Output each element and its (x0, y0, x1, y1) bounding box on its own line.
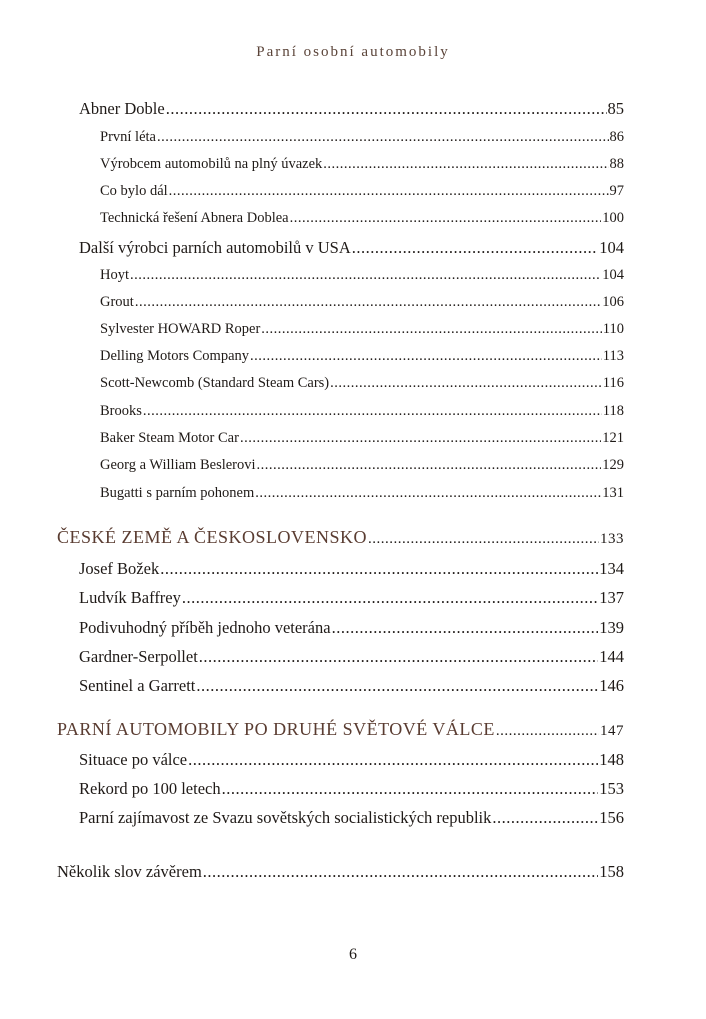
leader-dots (160, 559, 598, 579)
leader-dots (368, 531, 599, 548)
toc-entry-page: 139 (599, 618, 624, 637)
toc-entry-page: 146 (599, 676, 624, 695)
toc-entry-page: 148 (599, 750, 624, 769)
leader-dots (290, 210, 602, 227)
toc-entry-page: 86 (609, 129, 624, 145)
toc-entry-page: 100 (602, 210, 624, 226)
toc-entry[interactable] (100, 321, 624, 338)
leader-dots (222, 779, 599, 799)
toc-entry-title: Několik slov závěrem (57, 862, 202, 881)
toc-entry-page: 104 (602, 267, 624, 283)
toc-entry[interactable] (79, 647, 624, 667)
toc-entry-page: 144 (599, 647, 624, 666)
toc-entry-title: Rekord po 100 letech (79, 779, 221, 798)
leader-dots (157, 129, 609, 146)
toc-entry[interactable] (79, 588, 624, 608)
running-head: Parní osobní automobily (256, 44, 450, 60)
toc-entry-title: Co bylo dál (100, 183, 168, 199)
toc-entry-title: Výrobcem automobilů na plný úvazek (100, 156, 323, 172)
toc-entry-page: 104 (599, 238, 624, 257)
leader-dots (250, 348, 602, 365)
leader-dots (240, 430, 601, 447)
toc-entry-page: 137 (599, 588, 624, 607)
toc-entry-title: Sentinel a Garrett (79, 676, 196, 695)
toc-entry[interactable] (100, 457, 624, 474)
toc-entry[interactable] (79, 676, 624, 696)
toc-entry-title: ČESKÉ ZEMĚ A ČESKOSLOVENSKO (57, 527, 368, 547)
toc-entry-page: 133 (600, 531, 624, 547)
toc-entry-title: Bugatti s parním pohonem (100, 485, 255, 501)
toc-entry[interactable] (100, 183, 624, 200)
toc-entry[interactable] (79, 99, 624, 119)
toc-entry-page: 134 (599, 559, 624, 578)
toc-entry[interactable] (79, 618, 624, 638)
toc-entry[interactable] (100, 267, 624, 284)
leader-dots (166, 99, 607, 119)
toc-entry-title: Další výrobci parních automobilů v USA (79, 238, 351, 257)
toc-entry-page: 116 (602, 375, 624, 391)
leader-dots (332, 618, 599, 638)
toc-entry-page: 118 (602, 403, 624, 419)
toc-entry-title: PARNÍ AUTOMOBILY PO DRUHÉ SVĚTOVÉ VÁLCE (57, 719, 495, 739)
leader-dots (255, 485, 601, 502)
toc-entry-page: 88 (609, 156, 624, 172)
toc-entry[interactable] (79, 808, 624, 828)
leader-dots (130, 267, 601, 284)
toc-entry-title: Technická řešení Abnera Doblea (100, 210, 289, 226)
toc-entry-page: 156 (599, 808, 624, 827)
toc-entry-title: Scott-Newcomb (Standard Steam Cars) (100, 375, 330, 391)
toc-entry-page: 129 (602, 457, 624, 473)
toc-entry-page: 85 (607, 99, 624, 118)
toc-entry[interactable] (100, 129, 624, 146)
toc-entry-page: 121 (602, 430, 624, 446)
leader-dots (196, 676, 598, 696)
toc-entry-title: Situace po válce (79, 750, 188, 769)
toc-entry[interactable] (79, 779, 624, 799)
toc-entry-title: Georg a William Beslerovi (100, 457, 256, 473)
toc-entry[interactable] (100, 403, 624, 420)
toc-entry-title: Podivuhodný příběh jednoho veterána (79, 618, 331, 637)
toc-section-heading[interactable] (57, 527, 624, 548)
leader-dots (169, 183, 609, 200)
toc-entry-title: Gardner-Serpollet (79, 647, 198, 666)
leader-dots (492, 808, 598, 828)
toc-entry[interactable] (100, 485, 624, 502)
toc-entry[interactable] (100, 294, 624, 311)
page-number: 6 (349, 946, 357, 963)
leader-dots (496, 723, 599, 740)
toc-section-heading[interactable] (57, 719, 624, 740)
leader-dots (203, 862, 598, 882)
toc-entry-page: 110 (602, 321, 624, 337)
toc-entry-page: 147 (600, 723, 624, 739)
leader-dots (323, 156, 608, 173)
toc-entry-title: Parní zajímavost ze Svazu sovětských socialistických republik (79, 808, 492, 827)
toc-entry[interactable] (100, 348, 624, 365)
toc-entry[interactable] (100, 210, 624, 227)
leader-dots (188, 750, 598, 770)
toc-entry[interactable] (79, 559, 624, 579)
toc-entry-title: Abner Doble (79, 99, 165, 118)
leader-dots (330, 375, 602, 392)
toc-entry-title: Delling Motors Company (100, 348, 250, 364)
toc-entry-title: Grout (100, 294, 134, 310)
leader-dots (143, 403, 602, 420)
toc-entry[interactable] (57, 862, 624, 882)
toc-entry[interactable] (79, 750, 624, 770)
toc-entry[interactable] (100, 430, 624, 447)
toc-entry-page: 131 (602, 485, 624, 501)
toc-entry-title: Sylvester HOWARD Roper (100, 321, 261, 337)
leader-dots (352, 238, 598, 258)
toc-entry-page: 158 (599, 862, 624, 881)
leader-dots (261, 321, 601, 338)
toc-entry[interactable] (100, 375, 624, 392)
leader-dots (199, 647, 598, 667)
toc-entry-page: 97 (609, 183, 624, 199)
toc-entry-title: První léta (100, 129, 156, 145)
toc-entry[interactable] (100, 156, 624, 173)
leader-dots (182, 588, 598, 608)
leader-dots (135, 294, 601, 311)
toc-entry[interactable] (79, 238, 624, 258)
toc-entry-page: 106 (602, 294, 624, 310)
toc-entry-title: Ludvík Baffrey (79, 588, 181, 607)
toc-entry-page: 113 (602, 348, 624, 364)
leader-dots (257, 457, 602, 474)
toc-entry-title: Baker Steam Motor Car (100, 430, 239, 446)
toc-entry-title: Brooks (100, 403, 142, 419)
toc-entry-title: Hoyt (100, 267, 129, 283)
toc-entry-title: Josef Božek (79, 559, 160, 578)
toc-entry-page: 153 (599, 779, 624, 798)
